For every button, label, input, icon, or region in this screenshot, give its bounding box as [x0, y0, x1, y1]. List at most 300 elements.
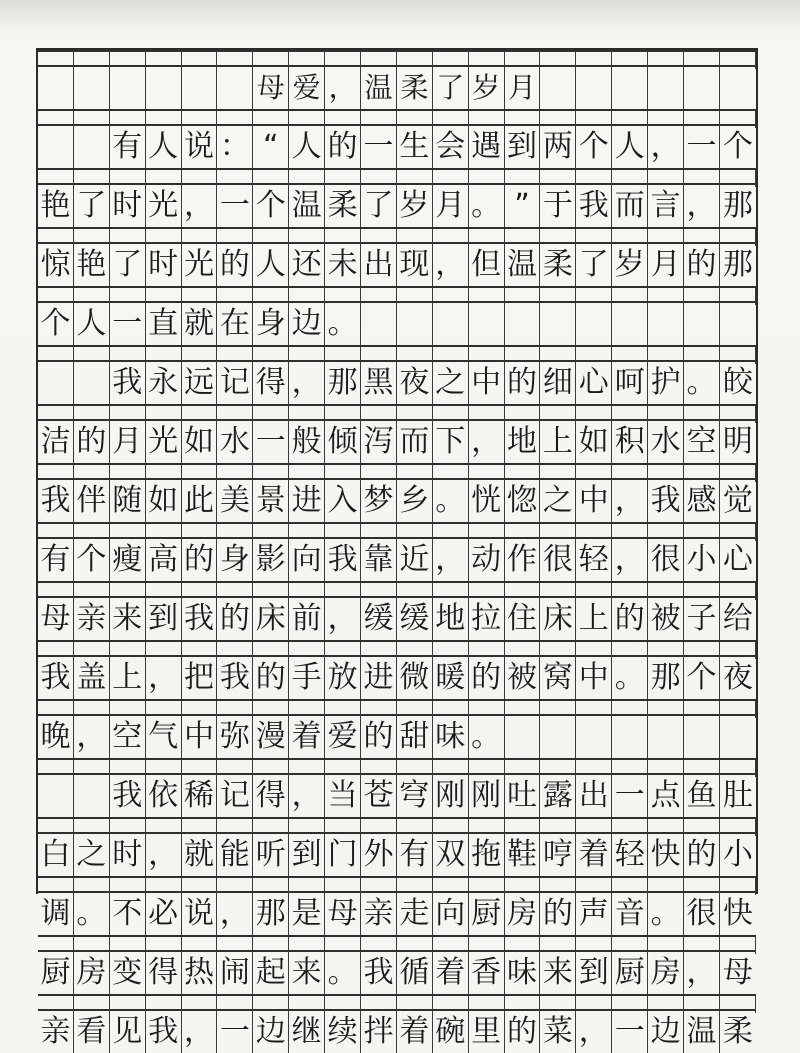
- grid-cell: 变: [110, 952, 146, 994]
- grid-cells: [38, 67, 756, 109]
- grid-cell: 。: [684, 362, 720, 404]
- grid-cell: 未: [325, 244, 361, 286]
- grid-cells: [38, 244, 756, 286]
- grid-cell: 边: [648, 1011, 684, 1053]
- row-separator-band: [38, 699, 756, 716]
- grid-cell: 身: [253, 303, 289, 345]
- row-separator-band: [38, 581, 756, 598]
- grid-cell: 进: [289, 480, 325, 522]
- grid-cell: 母: [38, 598, 74, 640]
- grid-cell: 空: [110, 716, 146, 758]
- grid-cell: ，: [289, 362, 325, 404]
- grid-cell: [684, 303, 720, 345]
- grid-cell: 窝: [540, 657, 576, 699]
- grid-cell: 我: [325, 539, 361, 581]
- grid-cell: [720, 716, 756, 758]
- grid-cell: 厨: [469, 893, 505, 935]
- grid-cell: 轻: [576, 539, 612, 581]
- grid-cell: 的: [684, 834, 720, 876]
- row-separator-band: [38, 640, 756, 657]
- grid-cell: 泻: [361, 421, 397, 463]
- grid-cell: ，: [684, 185, 720, 227]
- grid-cell: [612, 303, 648, 345]
- grid-cell: 倾: [325, 421, 361, 463]
- grid-cell: 弥: [217, 716, 253, 758]
- grid-cell: 得: [253, 775, 289, 817]
- grid-cell: 一: [612, 775, 648, 817]
- grid-cell: 个: [74, 539, 110, 581]
- grid-cell: 了: [576, 244, 612, 286]
- grid-cell: [146, 67, 182, 109]
- grid-cell: 很: [540, 539, 576, 581]
- row-separator-band: [38, 286, 756, 303]
- grid-cell: 中: [469, 362, 505, 404]
- grid-cell: ，: [612, 480, 648, 522]
- grid-cell: 光: [182, 244, 218, 286]
- row-separator-band: [38, 168, 756, 185]
- grid-cell: 晚: [38, 716, 74, 758]
- grid-cell: 了: [361, 185, 397, 227]
- grid-cell: 温: [505, 244, 541, 286]
- grid-cell: 说: [182, 893, 218, 935]
- grid-cells: [38, 834, 756, 876]
- grid-cell: 。: [325, 952, 361, 994]
- grid-cell: ，: [325, 598, 361, 640]
- grid-cells: [38, 539, 756, 581]
- grid-cell: ，: [182, 1011, 218, 1053]
- grid-cell: 子: [684, 598, 720, 640]
- grid-cell: 夜: [722, 660, 753, 695]
- grid-cell: 岁: [469, 67, 505, 109]
- grid-cell: 一: [684, 126, 720, 168]
- grid-cell: 菜: [540, 1011, 576, 1053]
- grid-cell: 呵: [612, 362, 648, 404]
- grid-cell: ，: [469, 421, 505, 463]
- row-separator-band: [38, 994, 756, 1011]
- grid-cell: 动: [469, 539, 505, 581]
- grid-cell: 记: [217, 362, 253, 404]
- grid-cell: 门: [325, 834, 361, 876]
- grid-cell: 时: [146, 244, 182, 286]
- grid-cell: 但: [469, 244, 505, 286]
- grid-cell: 了: [74, 185, 110, 227]
- text-row: [38, 758, 756, 817]
- grid-cell: 还: [289, 244, 325, 286]
- grid-cell: 稀: [182, 775, 218, 817]
- grid-cell: 我: [110, 362, 146, 404]
- grid-cell: 拖: [469, 834, 505, 876]
- text-row: [38, 168, 756, 227]
- grid-cells: [38, 362, 756, 404]
- grid-cell: 月: [433, 185, 469, 227]
- grid-cell: 身: [217, 539, 253, 581]
- grid-cell: 觉: [722, 483, 753, 518]
- grid-cell: 到: [146, 598, 182, 640]
- grid-cell: 岁: [612, 244, 648, 286]
- grid-cell: [38, 362, 74, 404]
- grid-cell: 伴: [74, 480, 110, 522]
- grid-cell: 之: [74, 834, 110, 876]
- grid-cell: ，: [433, 539, 469, 581]
- grid-cell: [576, 67, 612, 109]
- grid-cell: 人: [74, 303, 110, 345]
- grid-cell: 就: [182, 834, 218, 876]
- grid-cell: 光: [146, 421, 182, 463]
- grid-cell: 缓: [361, 598, 397, 640]
- grid-cell: 爱: [325, 716, 361, 758]
- grid-cell: [720, 67, 756, 109]
- grid-cell: 我: [38, 657, 74, 699]
- grid-cell: 循: [397, 952, 433, 994]
- grid-cell: 随: [110, 480, 146, 522]
- grid-cell: [684, 716, 720, 758]
- grid-cell: 味: [505, 952, 541, 994]
- grid-cell: 调: [38, 893, 74, 935]
- grid-cell: 一: [361, 126, 397, 168]
- grid-cell: 的: [469, 657, 505, 699]
- grid-cell: 亲: [361, 893, 397, 935]
- previous-page-edge: [0, 0, 800, 28]
- grid-cell: 有: [38, 539, 74, 581]
- grid-cell: 音: [612, 893, 648, 935]
- grid-cells: [38, 480, 756, 522]
- grid-cell: 轻: [612, 834, 648, 876]
- grid-cell: [74, 126, 110, 168]
- grid-cell: ，: [433, 244, 469, 286]
- grid-cell: 声: [576, 893, 612, 935]
- grid-cell: ：: [217, 126, 253, 168]
- grid-cell: 的: [217, 598, 253, 640]
- grid-cells: [38, 598, 756, 640]
- grid-cell: 穹: [397, 775, 433, 817]
- grid-cell: 。: [74, 893, 110, 935]
- grid-cell: 缓: [397, 598, 433, 640]
- grid-cell: 细: [540, 362, 576, 404]
- grid-cell: 中: [182, 716, 218, 758]
- grid-cell: 碗: [433, 1011, 469, 1053]
- grid-cell: 乡: [397, 480, 433, 522]
- grid-cell: 直: [146, 303, 182, 345]
- grid-cell: 刚: [469, 775, 505, 817]
- grid-cell: 来: [289, 952, 325, 994]
- grid-cells: [38, 185, 756, 227]
- grid-cell: 亲: [74, 598, 110, 640]
- grid-cell: 的: [182, 539, 218, 581]
- grid-cell: 惚: [505, 480, 541, 522]
- row-separator-band: [38, 935, 756, 952]
- grid-cell: [540, 67, 576, 109]
- grid-cell: 温: [684, 1011, 720, 1053]
- grid-cell: 着: [289, 716, 325, 758]
- text-row: [38, 817, 756, 876]
- grid-cell: 是: [289, 893, 325, 935]
- grid-cell: 之: [433, 362, 469, 404]
- grid-cell: 鞋: [505, 834, 541, 876]
- grid-cell: [612, 67, 648, 109]
- grid-cell: [74, 67, 110, 109]
- grid-cell: 一: [217, 1011, 253, 1053]
- grid-cell: 如: [146, 480, 182, 522]
- grid-cell: ，: [146, 657, 182, 699]
- grid-cell: 走: [397, 893, 433, 935]
- grid-cell: 看: [74, 1011, 110, 1053]
- title-row: [38, 50, 756, 109]
- grid-cell: [540, 716, 576, 758]
- grid-cell: 放: [325, 657, 361, 699]
- text-row: [38, 109, 756, 168]
- grid-cell: 着: [433, 952, 469, 994]
- grid-cell: 拉: [469, 598, 505, 640]
- grid-cell: 言: [648, 185, 684, 227]
- grid-cell: 近: [397, 539, 433, 581]
- grid-cell: ，: [217, 893, 253, 935]
- grid-cell: “: [253, 126, 289, 168]
- grid-cell: 梦: [361, 480, 397, 522]
- grid-cell: 下: [433, 421, 469, 463]
- grid-cell: 个: [38, 303, 74, 345]
- grid-cell: 作: [505, 539, 541, 581]
- grid-cell: 地: [433, 598, 469, 640]
- grid-cell: [38, 126, 74, 168]
- grid-cell: 能: [217, 834, 253, 876]
- grid-cell: 住: [505, 598, 541, 640]
- grid-cell: 亲: [38, 1011, 74, 1053]
- grid-cell: ”: [505, 185, 541, 227]
- grid-cell: 月: [505, 67, 541, 109]
- grid-cell: 皎: [722, 365, 753, 400]
- grid-cell: 见: [110, 1011, 146, 1053]
- grid-cell: 中: [576, 657, 612, 699]
- grid-cell: [182, 67, 218, 109]
- grid-cell: 我: [110, 775, 146, 817]
- grid-cell: 那: [648, 657, 684, 699]
- grid-cell: 而: [612, 185, 648, 227]
- grid-cell: 在: [217, 303, 253, 345]
- grid-cell: 黑: [361, 362, 397, 404]
- grid-cell: 边: [253, 1011, 289, 1053]
- grid-cell: [38, 67, 74, 109]
- grid-cell: 高: [146, 539, 182, 581]
- grid-cell: 快: [648, 834, 684, 876]
- grid-cell: 的: [253, 657, 289, 699]
- grid-cell: 温: [361, 67, 397, 109]
- grid-cell: 那: [325, 362, 361, 404]
- row-separator-band: [38, 404, 756, 421]
- grid-cell: 心: [576, 362, 612, 404]
- grid-cell: 柔: [540, 244, 576, 286]
- grid-cells: [38, 421, 756, 463]
- grid-cell: 如: [182, 421, 218, 463]
- grid-cell: 会: [433, 126, 469, 168]
- grid-cell: 里: [469, 1011, 505, 1053]
- grid-cell: 母: [253, 67, 289, 109]
- grid-cells: [38, 775, 756, 817]
- grid-cell: 刚: [433, 775, 469, 817]
- grid-cell: 影: [253, 539, 289, 581]
- grid-cell: [110, 67, 146, 109]
- grid-cell: 苍: [361, 775, 397, 817]
- grid-cell: 的: [217, 244, 253, 286]
- grid-cell: 明: [722, 424, 753, 459]
- row-separator-band: [38, 345, 756, 362]
- text-row: [38, 935, 756, 994]
- grid-cell: 景: [253, 480, 289, 522]
- grid-cell: 的: [505, 362, 541, 404]
- grid-cell: 边: [289, 303, 325, 345]
- grid-cell: [397, 303, 433, 345]
- grid-cell: 闹: [217, 952, 253, 994]
- grid-cell: [648, 67, 684, 109]
- grid-cell: 水: [648, 421, 684, 463]
- grid-cell: 甜: [397, 716, 433, 758]
- grid-cell: 我: [182, 598, 218, 640]
- grid-cell: 进: [361, 657, 397, 699]
- grid-cell: 的: [505, 1011, 541, 1053]
- grid-cell: 于: [540, 185, 576, 227]
- grid-cell: 着: [576, 834, 612, 876]
- grid-cell: [612, 716, 648, 758]
- grid-cell: 感: [684, 480, 720, 522]
- grid-cell: [74, 362, 110, 404]
- grid-cell: 被: [648, 598, 684, 640]
- text-row: [38, 227, 756, 286]
- grid-cell: 心: [722, 542, 753, 577]
- grid-cell: 的: [325, 126, 361, 168]
- grid-cell: 柔: [722, 1014, 753, 1049]
- grid-cell: 记: [217, 775, 253, 817]
- text-row: [38, 640, 756, 699]
- grid-cell: 有: [110, 126, 146, 168]
- grid-cell: [505, 716, 541, 758]
- grid-cell: 人: [146, 126, 182, 168]
- text-row: [38, 699, 756, 758]
- grid-cell: 个: [722, 129, 753, 164]
- grid-cell: 小: [684, 539, 720, 581]
- grid-cell: 个: [253, 185, 289, 227]
- grid-cell: 热: [182, 952, 218, 994]
- grid-cell: 如: [576, 421, 612, 463]
- grid-cell: 个: [684, 657, 720, 699]
- grid-cell: 柔: [397, 67, 433, 109]
- grid-cell: 。: [648, 893, 684, 935]
- grid-cell: 双: [433, 834, 469, 876]
- grid-cell: 给: [722, 601, 753, 636]
- grid-cell: 向: [289, 539, 325, 581]
- grid-cell: 盖: [74, 657, 110, 699]
- grid-cell: 。: [433, 480, 469, 522]
- grid-cells: [38, 1011, 756, 1053]
- row-separator-band: [38, 227, 756, 244]
- grid-cell: 一: [612, 1011, 648, 1053]
- grid-cell: [648, 716, 684, 758]
- grid-cell: 我: [217, 657, 253, 699]
- grid-cell: 上: [110, 657, 146, 699]
- grid-cell: 手: [289, 657, 325, 699]
- row-separator-band: [38, 522, 756, 539]
- grid-cell: 有: [397, 834, 433, 876]
- grid-cell: 爱: [289, 67, 325, 109]
- grid-cell: 漫: [253, 716, 289, 758]
- row-separator-band: [38, 817, 756, 834]
- grid-cells: [38, 952, 756, 994]
- grid-cell: 此: [182, 480, 218, 522]
- grid-cell: 出: [361, 244, 397, 286]
- grid-cell: ，: [648, 126, 684, 168]
- grid-cell: 现: [397, 244, 433, 286]
- grid-cell: 肚: [722, 778, 753, 813]
- grid-cell: 起: [253, 952, 289, 994]
- grid-cell: 的: [361, 716, 397, 758]
- grid-cell: 得: [146, 952, 182, 994]
- grid-cell: 人: [612, 126, 648, 168]
- grid-cell: 小: [722, 837, 753, 872]
- grid-cell: 月: [110, 421, 146, 463]
- grid-cell: 恍: [469, 480, 505, 522]
- grid-cells: [38, 893, 756, 935]
- grid-cell: 哼: [540, 834, 576, 876]
- grid-cell: 护: [648, 362, 684, 404]
- grid-cell: 瘦: [110, 539, 146, 581]
- grid-cell: 时: [110, 834, 146, 876]
- grid-cell: ，: [612, 539, 648, 581]
- grid-cell: 房: [74, 952, 110, 994]
- grid-cell: [38, 775, 74, 817]
- grid-cell: 就: [182, 303, 218, 345]
- grid-cell: 一: [110, 303, 146, 345]
- grid-cell: 房: [505, 893, 541, 935]
- grid-cell: [74, 775, 110, 817]
- grid-cell: 不: [110, 893, 146, 935]
- grid-cells: [38, 716, 756, 758]
- text-row: [38, 522, 756, 581]
- composition-grid-sheet: [36, 48, 758, 1049]
- grid-cell: 。: [469, 185, 505, 227]
- grid-cell: 必: [146, 893, 182, 935]
- grid-cell: 远: [182, 362, 218, 404]
- grid-cell: 艳: [74, 244, 110, 286]
- row-separator-band: [38, 758, 756, 775]
- grid-cell: 的: [540, 893, 576, 935]
- grid-cell: 的: [612, 598, 648, 640]
- grid-cell: 。: [325, 303, 361, 345]
- grid-cell: [684, 67, 720, 109]
- row-separator-band: [38, 876, 756, 893]
- grid-cell: 人: [289, 126, 325, 168]
- grid-cell: 到: [576, 952, 612, 994]
- grid-cell: 洁: [38, 421, 74, 463]
- grid-cell: 月: [648, 244, 684, 286]
- grid-cell: 把: [182, 657, 218, 699]
- grid-cell: 前: [289, 598, 325, 640]
- grid-cell: 空: [684, 421, 720, 463]
- grid-cell: 那: [722, 247, 753, 282]
- grid-cell: 上: [540, 421, 576, 463]
- grid-cell: [433, 303, 469, 345]
- grid-cell: 快: [722, 896, 753, 931]
- grid-cell: 我: [38, 480, 74, 522]
- text-row: [38, 581, 756, 640]
- grid-cells: [38, 657, 756, 699]
- grid-cell: 中: [576, 480, 612, 522]
- grid-cell: 我: [576, 185, 612, 227]
- grid-cell: 光: [146, 185, 182, 227]
- grid-cell: 生: [397, 126, 433, 168]
- grid-cell: ，: [182, 185, 218, 227]
- grid-cell: 床: [253, 598, 289, 640]
- text-row: [38, 994, 756, 1053]
- grid-cell: 岁: [397, 185, 433, 227]
- grid-cell: [648, 303, 684, 345]
